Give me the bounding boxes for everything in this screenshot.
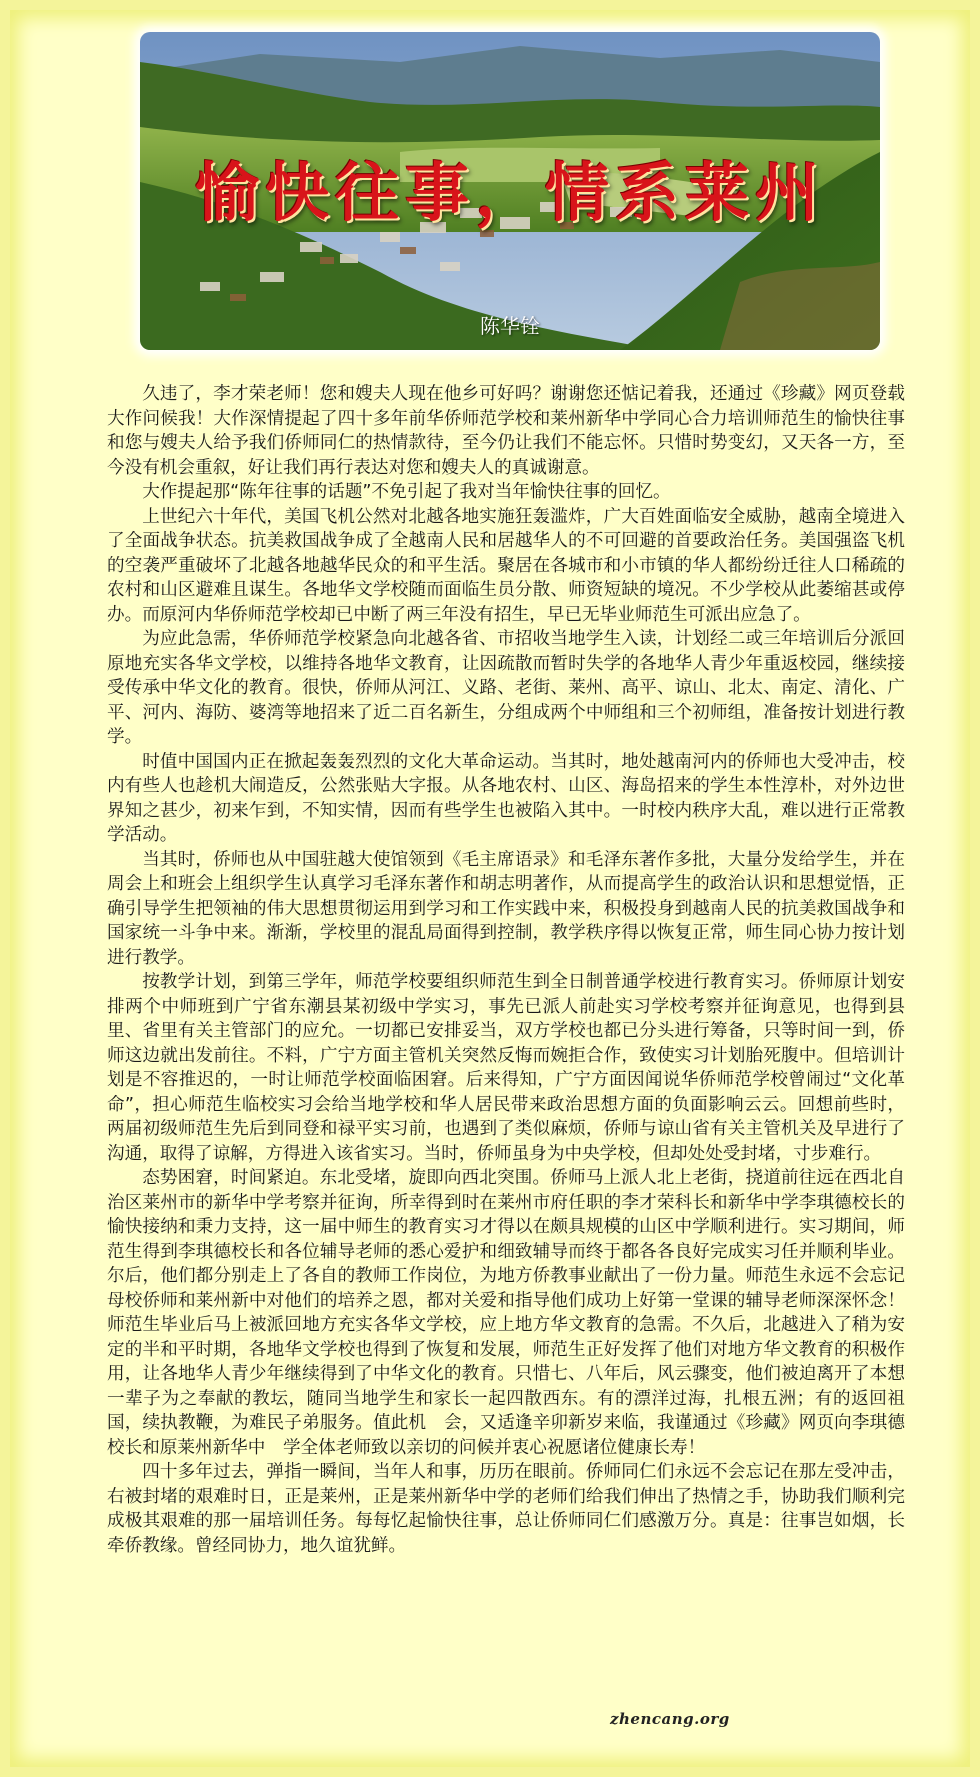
paragraph: 当其时，侨师也从中国驻越大使馆领到《毛主席语录》和毛泽东著作多批，大量分发给学生，并在周会上和班会上组织学生认真学习毛泽东著作和胡志明著作，从而提高学生的政治认识和思想觉悟，正确引导学生把领袖的伟大思想贯彻运用到学习和工作实践中来，积极投身到越南人民的抗美救国战争和国家统一斗争中来。渐渐，学校里的混乱局面得到控制，教学秩序得以恢复正常，师生同心协力按计划进行教学。: [107, 849, 905, 968]
paragraph: 久违了，李才荣老师！您和嫂夫人现在他乡可好吗？谢谢您还惦记着我，还通过《珍藏》网页登载大作问候我！大作深情提起了四十多年前华侨师范学校和莱州新华中学同心合力培训师范生的愉快往事和您与嫂夫人给予我们侨师同仁的热情款待，至今仍让我们不能忘怀。只惜时势变幻，又天各一方，至今没有机会重叙，好让我们再行表达对您和嫂夫人的真诚谢意。: [107, 384, 905, 478]
paragraph: 按教学计划，到第三学年，师范学校要组织师范生到全日制普通学校进行教育实习。侨师原计划安排两个中师班到广宁省东潮县某初级中学实习，事先已派人前赴实习学校考察并征询意见，也得到县里、省里有关主管部门的应允。一切都已安排妥当，双方学校也都已分头进行筹备，只等时间一到，侨师这边就出发前往。不料，广宁方面主管机关突然反悔而婉拒合作，致使实习计划胎死腹中。但培训计划是不容推迟的，一时让师范学校面临困窘。后来得知，广宁方面因闻说华侨师范学校曾闹过“文化革命”，担心师范生临校实习会给当地学校和华人居民带来政治思想方面的负面影响云云。回想前些时，两届初级师范生先后到同登和禄平实习前，也遇到了类似麻烦，侨师与谅山省有关主管机关及早进行了沟通，取得了谅解，方得进入该省实习。当时，侨师虽身为中央学校，但却处处受封堵，寸步难行。: [107, 972, 905, 1164]
paragraph: 态势困窘，时间紧迫。东北受堵，旋即向西北突围。侨师马上派人北上老街，挠道前往远在西北自治区莱州市的新华中学考察并征询，所幸得到时在莱州市府任职的李才荣科长和新华中学李琪德校长的愉快接纳和秉力支持，这一届中师生的教育实习才得以在颇具规模的山区中学顺利进行。实习期间，师范生得到李琪德校长和各位辅导老师的悉心爱护和细致辅导而终于都各各良好完成实习任并顺利毕业。尔后，他们都分别走上了各自的教师工作岗位，为地方侨教事业献出了一份力量。师范生永远不会忘记母校侨师和莱州新中对他们的培养之恩，都对关爱和指导他们成功上好第一堂课的辅导老师深深怀念！师范生毕业后马上被派回地方充实各华文学校，应上地方华文教育的急需。不久后，北越进入了稍为安定的半和平时期，各地华文学校也得到了恢复和发展，师范生正好发挥了他们对地方华文教育的积极作用，让各地华人青少年继续得到了中华文化的教育。只惜七、八年后，风云骤变，他们被迫离开了本想一辈子为之奉献的教坛，随同当地学生和家长一起四散西东。有的漂洋过海，扎根五洲；有的返回祖国，续执教鞭，为难民子弟服务。值此机 会，又适逢辛卯新岁来临，我谨通过《珍藏》网页向李琪德校长和原莱州新华中 学全体老师致以亲切的问候并衷心祝愿诸位健康长寿！: [107, 1168, 905, 1458]
article-body: [107, 382, 905, 1558]
article-title: 愉快往事，情系莱州: [195, 156, 825, 231]
paragraph: 上世纪六十年代，美国飞机公然对北越各地实施狂轰滥炸，广大百姓面临安全威胁，越南全境进入了全面战争状态。抗美救国战争成了全越南人民和居越华人的不可回避的首要政治任务。美国强盗飞机的空袭严重破坏了北越各地越华民众的和平生活。聚居在各城市和小市镇的华人都纷纷迁往人口稀疏的农村和山区避难且谋生。各地华文学校随而面临生员分散、师资短缺的境况。不少学校从此萎缩甚或停办。而原河内华侨师范学校却已中断了两三年没有招生，早已无毕业师范生可派出应急了。: [107, 506, 905, 625]
author-name: 陈华铨: [480, 314, 540, 338]
paragraph: 为应此急需，华侨师范学校紧急向北越各省、市招收当地学生入读，计划经二或三年培训后分派回原地充实各华文学校，以维持各地华文教育，让因疏散而暂时失学的各地华人青少年重返校园，继续接受传承中华文化的教育。很快，侨师从河江、义路、老街、莱州、高平、谅山、北太、南定、清化、广平、河内、海防、婆湾等地招来了近二百名新生，分组成两个中师组和三个初师组，准备按计划进行教学。: [107, 629, 905, 747]
paragraph: 四十多年过去，弹指一瞬间，当年人和事，历历在眼前。侨师同仁们永远不会忘记在那左受冲击，右被封堵的艰难时日，正是莱州，正是莱州新华中学的老师们给我们伸出了热情之手，协助我们顺利完成极其艰难的那一届培训任务。每每忆起愉快往事，总让侨师同仁们感激万分。真是：往事岂如烟，长牵侨教缘。曾经同协力，地久谊犹鲜。: [107, 1462, 905, 1556]
banner-image: [140, 32, 880, 350]
paragraph: 时值中国国内正在掀起轰轰烈烈的文化大革命运动。当其时，地处越南河内的侨师也大受冲击，校内有些人也趁机大闹造反，公然张贴大字报。从各地农村、山区、海岛招来的学生本性淳朴，对外边世界知之甚少，初来乍到，不知实情，因而有些学生也被陷入其中。一时校内秩序大乱，难以进行正常教学活动。: [107, 751, 905, 845]
site-watermark: zhencang.org: [610, 1710, 730, 1728]
paragraph: 大作提起那“陈年往事的话题”不免引起了我对当年愉快往事的回忆。: [142, 482, 671, 502]
